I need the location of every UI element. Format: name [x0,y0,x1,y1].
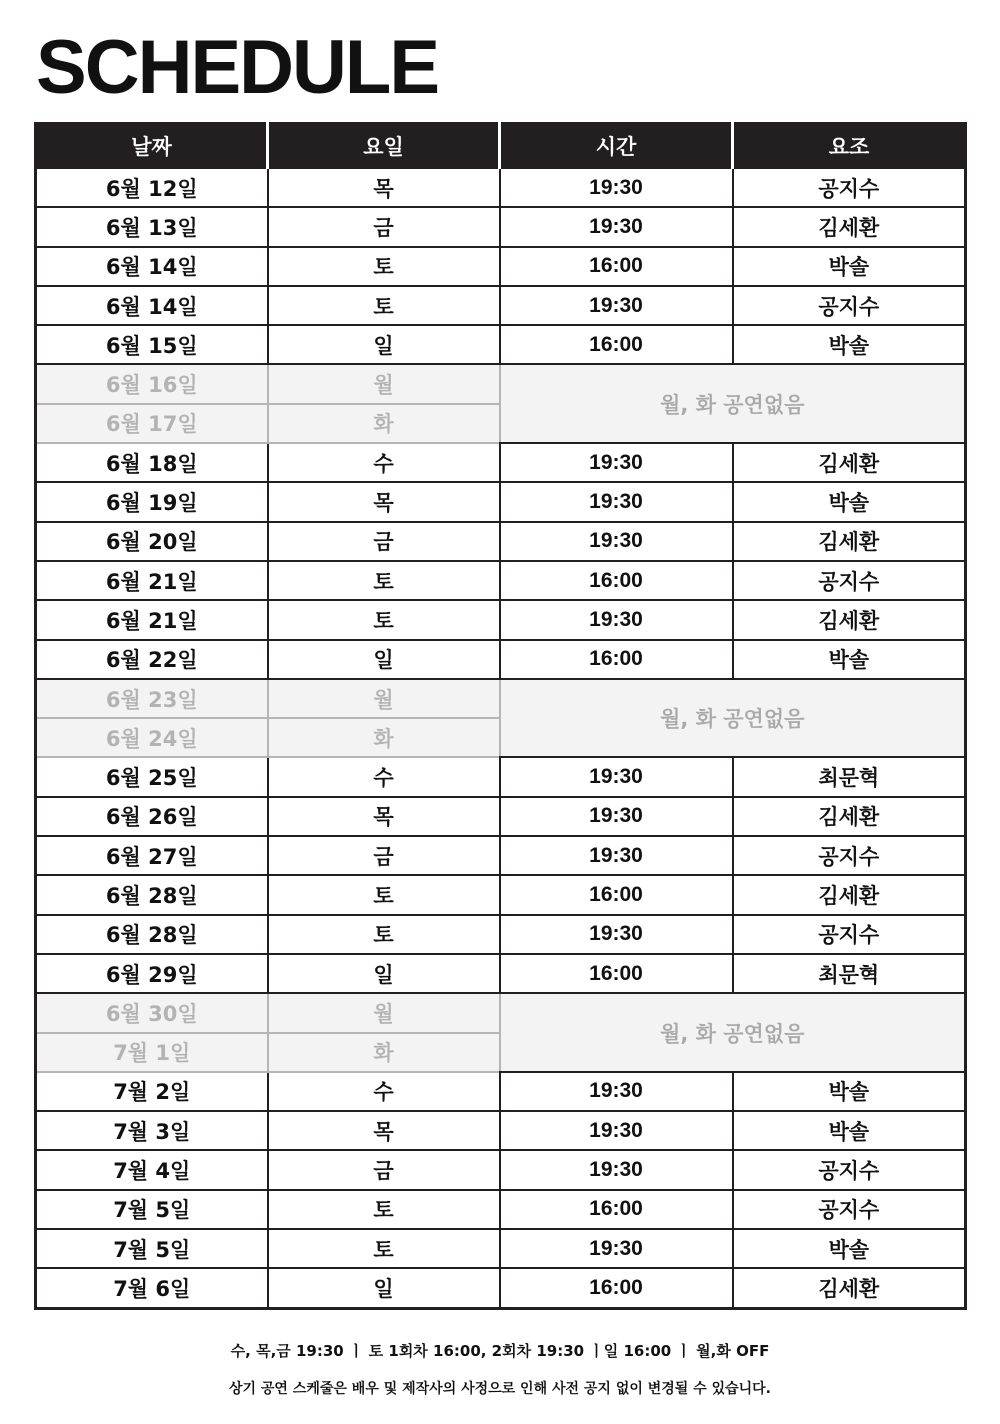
cast-cell: 박솔 [733,1072,966,1111]
day-cell: 토 [268,915,500,954]
day-cell: 금 [268,1150,500,1189]
time-cell: 19:30 [500,482,733,521]
day-cell: 수 [268,757,500,796]
day-cell: 목 [268,168,500,207]
date-cell: 6월 26일 [36,797,268,836]
date-cell: 6월 19일 [36,482,268,521]
date-cell: 6월 16일 [36,364,268,403]
day-cell: 토 [268,247,500,286]
date-cell: 7월 1일 [36,1033,268,1072]
cast-cell: 공지수 [733,836,966,875]
table-row [36,1229,966,1268]
day-cell: 월 [268,679,500,718]
day-cell: 월 [268,993,500,1032]
time-cell: 19:30 [500,443,733,482]
table-row [36,1111,966,1150]
table-row [36,247,966,286]
cast-cell: 김세환 [733,875,966,914]
table-row [36,797,966,836]
date-cell: 6월 30일 [36,993,268,1032]
table-row [36,482,966,521]
day-cell: 금 [268,207,500,246]
header-day: 요일 [268,124,500,169]
day-cell: 일 [268,325,500,364]
date-cell: 6월 27일 [36,836,268,875]
table-row [36,640,966,679]
day-cell: 토 [268,1229,500,1268]
date-cell: 6월 21일 [36,561,268,600]
table-row [36,757,966,796]
table-row [36,1268,966,1308]
no-performance-note: 월, 화 공연없음 [500,993,966,1072]
table-row [36,325,966,364]
day-cell: 화 [268,404,500,443]
time-cell: 19:30 [500,522,733,561]
cast-cell: 공지수 [733,915,966,954]
time-cell: 19:30 [500,1072,733,1111]
time-cell: 16:00 [500,875,733,914]
time-cell: 19:30 [500,1229,733,1268]
time-cell: 16:00 [500,640,733,679]
table-header-row [36,124,966,169]
day-cell: 토 [268,875,500,914]
time-cell: 19:30 [500,168,733,207]
cast-cell: 박솔 [733,640,966,679]
schedule-table [34,122,967,1310]
day-cell: 목 [268,797,500,836]
date-cell: 6월 22일 [36,640,268,679]
day-cell: 토 [268,1190,500,1229]
date-cell: 7월 5일 [36,1229,268,1268]
cast-cell: 김세환 [733,797,966,836]
time-cell: 19:30 [500,1111,733,1150]
day-cell: 화 [268,1033,500,1072]
header-cast: 요조 [733,124,966,169]
time-cell: 19:30 [500,286,733,325]
time-cell: 19:30 [500,836,733,875]
date-cell: 6월 20일 [36,522,268,561]
table-row [36,1072,966,1111]
header-date: 날짜 [36,124,268,169]
table-row [36,207,966,246]
table-row [36,915,966,954]
cast-cell: 박솔 [733,1111,966,1150]
time-cell: 16:00 [500,247,733,286]
cast-cell: 공지수 [733,1190,966,1229]
time-cell: 19:30 [500,207,733,246]
date-cell: 7월 3일 [36,1111,268,1150]
table-row [36,836,966,875]
date-cell: 6월 29일 [36,954,268,993]
no-performance-note: 월, 화 공연없음 [500,679,966,758]
table-row [36,168,966,207]
date-cell: 6월 28일 [36,875,268,914]
date-cell: 6월 21일 [36,600,268,639]
table-row [36,954,966,993]
table-row-off [36,364,966,403]
date-cell: 6월 13일 [36,207,268,246]
schedule-body [36,168,966,1308]
time-cell: 19:30 [500,797,733,836]
time-cell: 19:30 [500,1150,733,1189]
no-performance-note: 월, 화 공연없음 [500,364,966,443]
cast-cell: 김세환 [733,522,966,561]
time-cell: 19:30 [500,757,733,796]
table-row [36,875,966,914]
table-row [36,1150,966,1189]
date-cell: 6월 14일 [36,286,268,325]
date-cell: 6월 12일 [36,168,268,207]
date-cell: 6월 18일 [36,443,268,482]
time-cell: 16:00 [500,1268,733,1308]
date-cell: 7월 5일 [36,1190,268,1229]
cast-cell: 공지수 [733,561,966,600]
cast-cell: 공지수 [733,168,966,207]
cast-cell: 김세환 [733,207,966,246]
date-cell: 6월 14일 [36,247,268,286]
day-cell: 토 [268,286,500,325]
time-cell: 16:00 [500,325,733,364]
cast-cell: 공지수 [733,286,966,325]
table-row [36,1190,966,1229]
cast-cell: 박솔 [733,482,966,521]
cast-cell: 최문혁 [733,757,966,796]
day-cell: 수 [268,1072,500,1111]
day-cell: 수 [268,443,500,482]
date-cell: 6월 23일 [36,679,268,718]
day-cell: 월 [268,364,500,403]
table-row-off [36,679,966,718]
cast-cell: 김세환 [733,443,966,482]
day-cell: 토 [268,600,500,639]
day-cell: 일 [268,954,500,993]
date-cell: 6월 17일 [36,404,268,443]
table-row [36,443,966,482]
performance-times-note: 수, 목,금 19:30 ㅣ 토 1회차 16:00, 2회차 19:30 ㅣ일 16:00 ㅣ 월,화 OFF [230,1342,770,1360]
cast-cell: 김세환 [733,600,966,639]
date-cell: 6월 24일 [36,718,268,757]
day-cell: 금 [268,836,500,875]
schedule-disclaimer: 상기 공연 스케줄은 배우 및 제작사의 사정으로 인해 사전 공지 없이 변경될 수 있습니다. [228,1381,772,1397]
cast-cell: 박솔 [733,325,966,364]
date-cell: 7월 2일 [36,1072,268,1111]
date-cell: 7월 4일 [36,1150,268,1189]
cast-cell: 박솔 [733,1229,966,1268]
date-cell: 6월 25일 [36,757,268,796]
table-row [36,286,966,325]
table-row [36,600,966,639]
header-time: 시간 [500,124,733,169]
date-cell: 7월 6일 [36,1268,268,1308]
date-cell: 6월 28일 [36,915,268,954]
day-cell: 화 [268,718,500,757]
day-cell: 목 [268,482,500,521]
cast-cell: 최문혁 [733,954,966,993]
day-cell: 일 [268,1268,500,1308]
time-cell: 16:00 [500,561,733,600]
date-cell: 6월 15일 [36,325,268,364]
time-cell: 19:30 [500,600,733,639]
day-cell: 토 [268,561,500,600]
cast-cell: 공지수 [733,1150,966,1189]
day-cell: 금 [268,522,500,561]
table-row-off [36,993,966,1032]
day-cell: 일 [268,640,500,679]
day-cell: 목 [268,1111,500,1150]
cast-cell: 김세환 [733,1268,966,1308]
page-title: SCHEDULE [36,25,439,110]
cast-cell: 박솔 [733,247,966,286]
time-cell: 16:00 [500,954,733,993]
table-row [36,561,966,600]
time-cell: 19:30 [500,915,733,954]
time-cell: 16:00 [500,1190,733,1229]
table-row [36,522,966,561]
